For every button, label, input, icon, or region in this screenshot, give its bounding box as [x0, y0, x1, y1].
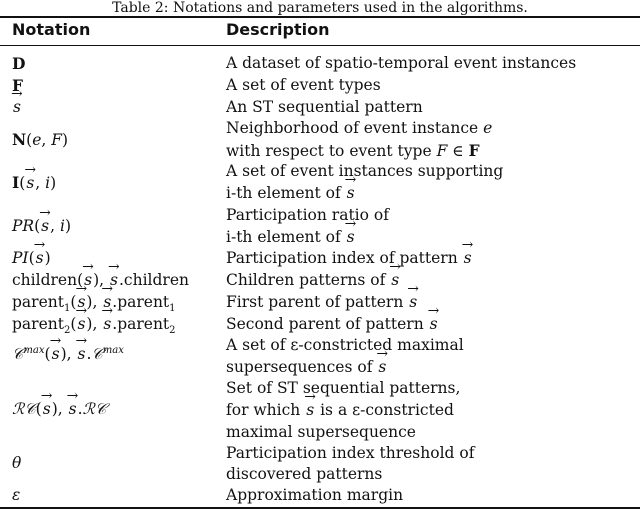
desc-theta-line1: Participation index threshold of	[226, 444, 475, 462]
desc-PI: Participation index of pattern → s	[226, 248, 473, 270]
notation-theta: θ	[12, 454, 22, 472]
notation-D: D	[12, 54, 26, 73]
notation-RC: ℛ𝒞(→ s), → s.ℛ𝒞	[12, 399, 106, 421]
notation-parent2: parent$_2$(→ s), → s.parent$_2$	[12, 314, 176, 336]
desc-RC-line2: for which → s is a ε-constricted	[226, 400, 454, 422]
desc-theta-line2: discovered patterns	[226, 465, 383, 483]
desc-D: A dataset of spatio-temporal event instances	[226, 54, 577, 72]
notation-F: F	[12, 76, 24, 95]
header-rule	[0, 45, 640, 46]
desc-PR-line1: Participation ratio of	[226, 206, 389, 224]
desc-N-line2: with respect to event type F ∈ F	[226, 141, 480, 160]
desc-I-line2: i-th element of → s	[226, 183, 356, 205]
notation-s: → s	[12, 97, 22, 119]
desc-s: An ST sequential pattern	[226, 98, 423, 116]
notation-epsilon: ε	[12, 486, 21, 504]
desc-Cmax-line1: A set of ε-constricted maximal	[226, 336, 464, 354]
header-description: Description	[226, 20, 330, 39]
desc-N-line1: Neighborhood of event instance e	[226, 119, 493, 137]
notation-Cmax: 𝒞$^{max}$(→ s), → s.𝒞$^{max}$	[12, 344, 124, 366]
desc-epsilon: Approximation margin	[226, 486, 404, 504]
notation-children: children(→ s), → s.children	[12, 270, 189, 292]
notation-PR: PR(→ s, i)	[12, 216, 71, 238]
desc-parent2: Second parent of pattern → s	[226, 314, 439, 336]
desc-Cmax-line2: supersequences of → s	[226, 357, 387, 379]
desc-children: Children patterns of → s	[226, 270, 400, 292]
desc-I-line1: A set of event instances supporting	[226, 162, 504, 180]
notation-I: I(→ s, i)	[12, 172, 56, 195]
header-notation: Notation	[12, 20, 91, 39]
desc-PR-line2: i-th element of → s	[226, 227, 356, 249]
desc-F: A set of event types	[226, 76, 381, 94]
desc-parent1: First parent of pattern → s	[226, 292, 418, 314]
table-caption: Table 2: Notations and parameters used in the algorithms.	[112, 0, 528, 16]
notation-parent1: parent$_1$(→ s), → s.parent$_1$	[12, 292, 176, 314]
notation-PI: PI(→ s)	[12, 248, 51, 270]
desc-RC-line3: maximal supersequence	[226, 423, 416, 441]
bottom-rule	[0, 507, 640, 509]
top-rule	[0, 16, 640, 18]
notation-N: N(e, F)	[12, 130, 69, 149]
desc-RC-line1: Set of ST sequential patterns,	[226, 379, 461, 397]
